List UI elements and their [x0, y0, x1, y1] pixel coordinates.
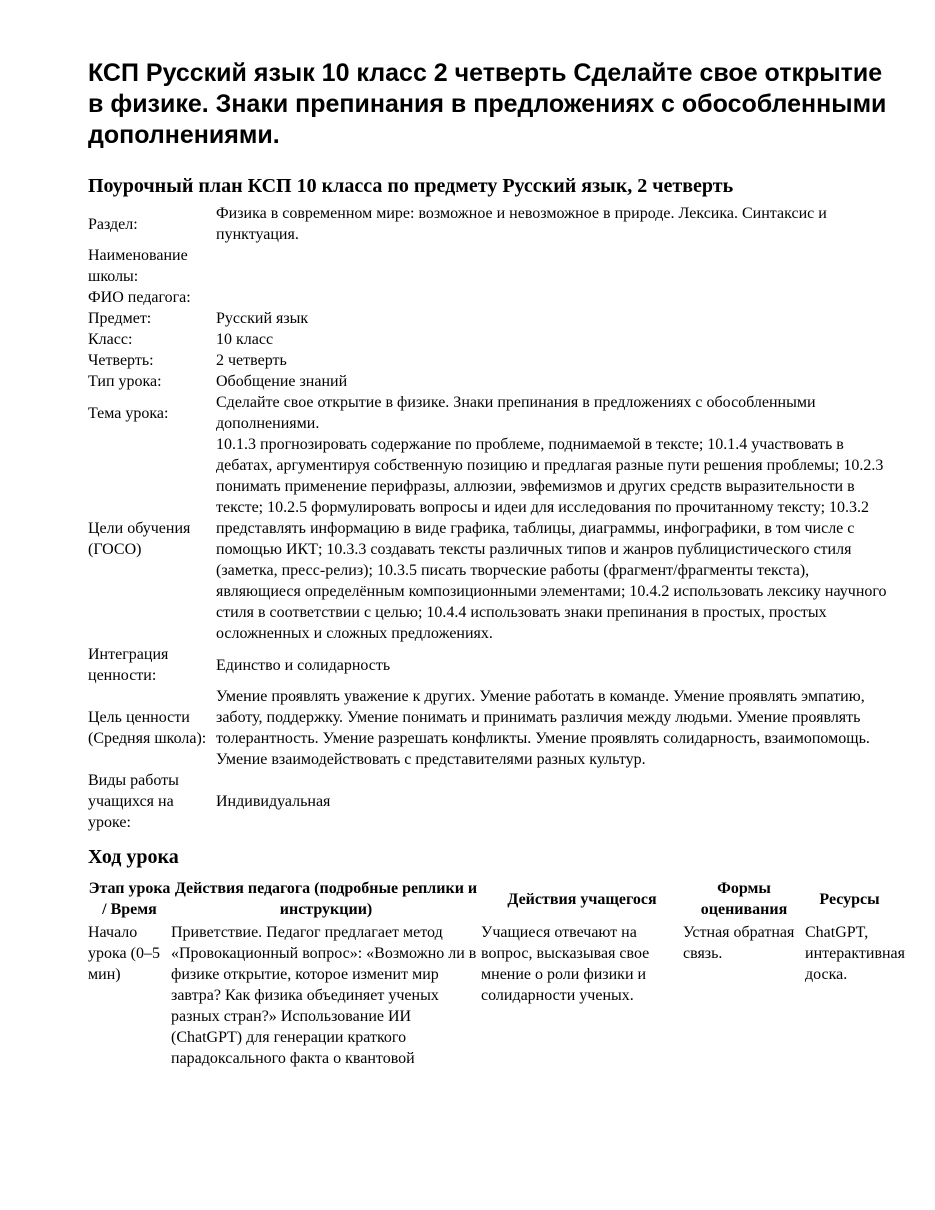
column-header-student-actions: Действия учащегося [507, 890, 657, 908]
info-label: ФИО педагога: [88, 289, 191, 306]
info-label: Предмет: [88, 310, 152, 327]
column-header-teacher-actions: Действия педагога (подробные реплики и инструкции) [174, 880, 478, 918]
cell-teacher-actions: Приветствие. Педагог предлагает метод «Провокационный вопрос»: «Возможно ли в физике открытие, которое изменит мир завтра? Как физика объединяет ученых разных стран?» Использование ИИ (ChatGPT) для генерации краткого парадоксального факта о квантовой [171, 924, 477, 1067]
info-value: Сделайте свое открытие в физике. Знаки препинания в предложениях с обособленными дополнениями. [216, 394, 816, 432]
info-row [88, 392, 894, 434]
info-label: Тип урока: [88, 373, 162, 390]
info-label: Тема урока: [88, 404, 169, 422]
info-value: 2 четверть [216, 352, 287, 369]
cell-student-actions: Учащиеся отвечают на вопрос, высказывая свое мнение о роли физики и солидарности ученых. [481, 924, 650, 1004]
column-header-resources: Ресурсы [819, 890, 880, 908]
plan-subtitle: Поурочный план КСП 10 класса по предмету Русский язык, 2 четверть [88, 175, 734, 197]
cell-assessment: Устная обратная связь. [683, 924, 795, 962]
info-row [88, 308, 894, 329]
info-label: Раздел: [88, 215, 138, 233]
document-title: КСП Русский язык 10 класс 2 четверть Сделайте свое открытие в физике. Знаки препинания в предложениях с обособленными дополнениями. [88, 59, 887, 149]
info-value: Обобщение знаний [216, 373, 348, 390]
document-page [88, 58, 906, 1069]
info-label: Наименование школы: [88, 247, 188, 285]
info-row [88, 245, 894, 287]
lesson-table [88, 878, 906, 1069]
info-value: 10.1.3 прогнозировать содержание по проблеме, поднимаемой в тексте; 10.1.4 участвовать в дебатах, аргументируя собственную позицию и предлагая разные пути решения проблемы; 10.2.3 понимать применение перифразы, аллюзии, эвфемизмов и других средств выразительности в тексте; 10.2.5 формулировать вопросы и идеи для исследования по прочитанному тексту; 10.3.2 представлять информацию в виде графика, таблицы, диаграммы, инфографики, в том числе с помощью ИКТ; 10.3.3 создавать тексты различных типов и жанров публицистического стиля (заметка, пресс-релиз); 10.3.5 писать творческие работы (фрагмент/фрагменты текста), являющиеся определённым композиционными элементами; 10.4.2 использовать лексику научного стиля в соответствии с целью; 10.4.4 использовать знаки препинания в простых, простых осложненных и сложных предложениях. [216, 436, 887, 642]
lesson-heading: Ход урока [88, 846, 179, 868]
info-row [88, 770, 894, 833]
info-label: Виды работы учащихся на уроке: [88, 772, 179, 831]
info-row [88, 203, 894, 245]
cell-resources: ChatGPT, интерактивная доска. [805, 924, 906, 983]
info-label: Класс: [88, 331, 133, 348]
cell-stage: Начало урока (0–5 мин) [88, 924, 160, 983]
info-row [88, 371, 894, 392]
info-value [216, 245, 894, 287]
info-label: Четверть: [88, 352, 154, 369]
info-value: Физика в современном мире: возможное и невозможное в природе. Лексика. Синтаксис и пунктуация. [216, 205, 827, 243]
info-row [88, 434, 894, 644]
info-value: Индивидуальная [216, 793, 331, 810]
info-label: Цели обучения (ГОСО) [88, 520, 191, 558]
info-value: Единство и солидарность [216, 656, 391, 674]
info-value: 10 класс [216, 331, 274, 348]
table-row [88, 922, 894, 1069]
info-row [88, 686, 894, 770]
info-value: Умение проявлять уважение к других. Умение работать в команде. Умение проявлять эмпатию, заботу, поддержку. Умение понимать и принимать различия между людьми. Умение проявлять толерантность. Умение разрешать конфликты. Умение проявлять солидарность, взаимопомощь. Умение взаимодействовать с представителями разных культур. [216, 688, 870, 768]
info-value: Русский язык [216, 310, 309, 327]
info-value [216, 287, 894, 308]
info-row [88, 350, 894, 371]
info-label: Интеграция ценности: [88, 646, 169, 684]
column-header-stage: Этап урока / Время [88, 880, 171, 918]
lesson-header-row [88, 878, 894, 922]
column-header-assessment: Формы оценивания [700, 880, 788, 918]
info-table [88, 203, 894, 833]
info-row [88, 644, 894, 686]
info-row [88, 329, 894, 350]
info-label: Цель ценности (Средняя школа): [88, 709, 207, 747]
info-row [88, 287, 894, 308]
